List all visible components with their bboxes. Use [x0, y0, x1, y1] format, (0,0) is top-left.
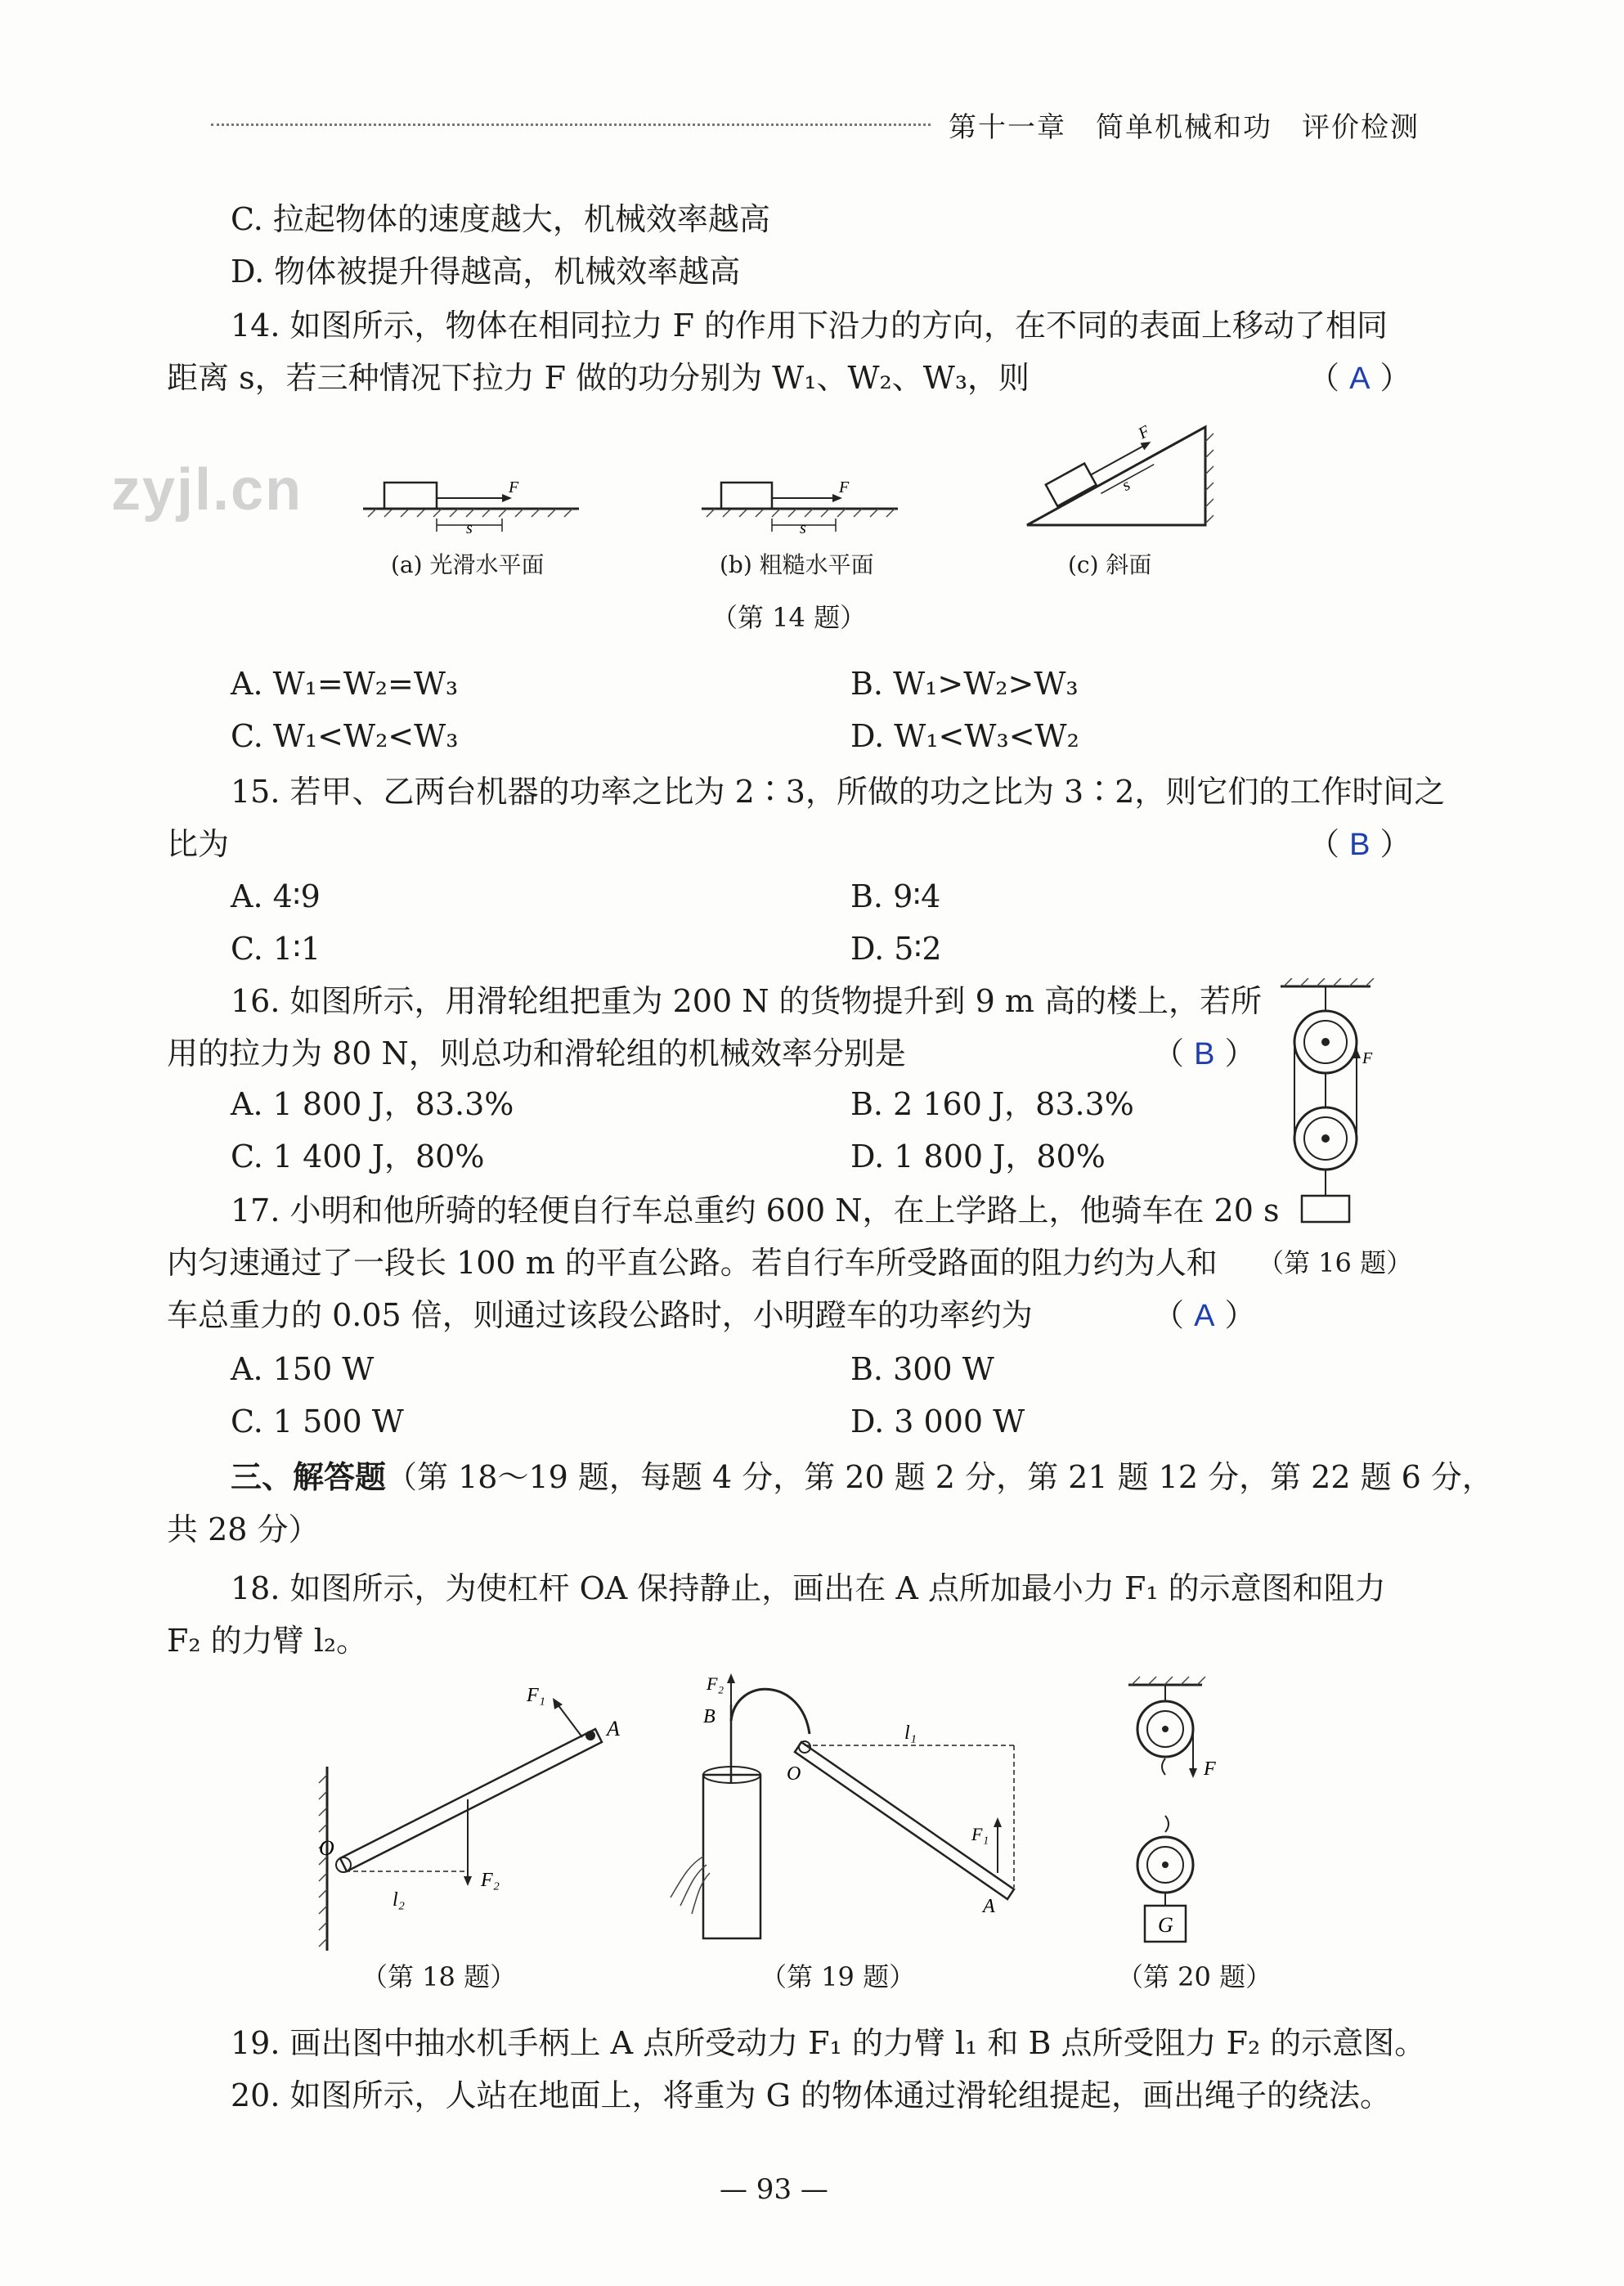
q15-option-a: A. 4∶9 — [231, 878, 321, 914]
q14-figures — [352, 417, 1235, 540]
q14a-s-label: s — [466, 519, 473, 537]
section3-heading — [231, 1457, 1493, 1497]
q15-option-d: D. 5∶2 — [850, 931, 942, 967]
q19-label-l1: l₁ — [904, 1722, 917, 1744]
q14-answer: A — [1349, 362, 1371, 396]
q18-figure-caption: （第 18 题） — [361, 1961, 517, 1992]
q14-caption-b: (b) 粗糙水平面 — [720, 551, 874, 578]
q14-option-a: A. W₁=W₂=W₃ — [231, 666, 459, 702]
q14-option-d: D. W₁<W₃<W₂ — [850, 718, 1079, 754]
q18-text-1: 18. 如图所示，为使杠杆 OA 保持静止，画出在 A 点所加最小力 F₁ 的示意图和阻力 — [231, 1570, 1386, 1606]
q14-caption-c: (c) 斜面 — [1068, 551, 1152, 578]
q14b-s-label: s — [800, 519, 806, 537]
q14-text-2: 距离 s，若三种情况下拉力 F 做的功分别为 W₁、W₂、W₃，则 — [167, 360, 1030, 396]
q16-answer: B — [1194, 1037, 1215, 1071]
q16-option-c: C. 1 400 J，80% — [231, 1139, 485, 1174]
q19-label-a: A — [983, 1896, 995, 1917]
q15-option-c: C. 1∶1 — [231, 931, 321, 967]
q13-option-d: D. 物体被提升得越高，机械效率越高 — [231, 254, 741, 290]
q16-answer-bracket: （ B ） — [1153, 1035, 1256, 1071]
q15-answer: B — [1349, 828, 1371, 862]
chapter-header: 第十一章 简单机械和功 评价检测 — [949, 111, 1420, 144]
header-rule — [211, 124, 931, 126]
q15-text-2: 比为 — [167, 826, 230, 862]
q15-text-1: 15. 若甲、乙两台机器的功率之比为 2∶3，所做的功之比为 3∶2，则它们的工作时间之 — [231, 774, 1446, 810]
q20-figure-caption: （第 20 题） — [1117, 1961, 1272, 1992]
q14-caption-a: (a) 光滑水平面 — [391, 551, 545, 578]
q14b-f-label: F — [839, 478, 850, 496]
q18-label-a: A — [607, 1717, 620, 1740]
q16-text-2: 用的拉力为 80 N，则总功和滑轮组的机械效率分别是 — [167, 1035, 906, 1071]
q13-option-c: C. 拉起物体的速度越大，机械效率越高 — [231, 201, 770, 237]
q16-force-label: F — [1362, 1049, 1373, 1067]
q14-figure-c — [1027, 422, 1214, 527]
q18-label-l2: l₂ — [393, 1889, 406, 1911]
q15-option-b: B. 9∶4 — [850, 878, 941, 914]
q14-figure-a — [363, 478, 579, 537]
q18-label-o: O — [319, 1836, 334, 1860]
q20-label-f: F — [1204, 1758, 1216, 1780]
section3-desc: （第 18～19 题，每题 4 分，第 20 题 2 分，第 21 题 12 分，第 22 题 6 分， — [386, 1459, 1493, 1495]
q18-label-f1: F₁ — [527, 1685, 546, 1706]
q16-option-a: A. 1 800 J，83.3% — [231, 1086, 514, 1122]
q16-text-1: 16. 如图所示，用滑轮组把重为 200 N 的货物提升到 9 m 高的楼上，若所 — [231, 983, 1262, 1019]
q14c-f-label: F — [1135, 422, 1153, 443]
q20-label-g: G — [1158, 1913, 1173, 1937]
page-number: — 93 — — [720, 2173, 828, 2206]
q15-answer-bracket: （ B ） — [1308, 826, 1411, 862]
q20-pulley-figure — [1128, 1677, 1216, 1942]
q14-text-1: 14. 如图所示，物体在相同拉力 F 的作用下沿力的方向，在不同的表面上移动了相同 — [231, 308, 1388, 344]
q14a-f-label: F — [509, 478, 519, 496]
q17-answer: A — [1194, 1299, 1215, 1333]
q18-text-2: F₂ 的力臂 l₂。 — [167, 1623, 368, 1659]
q17-option-b: B. 300 W — [850, 1351, 994, 1387]
q14-answer-bracket: （ A ） — [1308, 360, 1411, 396]
q17-answer-bracket: （ A ） — [1153, 1297, 1256, 1333]
watermark: zyjl.cn — [111, 457, 303, 523]
section3-desc-2: 共 28 分） — [167, 1511, 320, 1547]
q19-label-b: B — [703, 1706, 716, 1727]
q16-option-b: B. 2 160 J，83.3% — [850, 1086, 1134, 1122]
section3-title: 三、解答题 — [231, 1458, 387, 1495]
q14-option-c: C. W₁<W₂<W₃ — [231, 718, 459, 754]
q17-text-3: 车总重力的 0.05 倍，则通过该段公路时，小明蹬车的功率约为 — [167, 1297, 1033, 1333]
q17-option-c: C. 1 500 W — [231, 1403, 404, 1439]
q20-text: 20. 如图所示，人站在地面上，将重为 G 的物体通过滑轮组提起，画出绳子的绕法。 — [231, 2077, 1392, 2113]
q17-option-a: A. 150 W — [231, 1351, 375, 1387]
q16-pulley-figure — [1272, 978, 1379, 1232]
q14-figure-caption: （第 14 题） — [711, 602, 867, 633]
q17-text-1: 17. 小明和他所骑的轻便自行车总重约 600 N，在上学路上，他骑车在 20 s — [231, 1192, 1280, 1228]
q19-label-o: O — [787, 1763, 801, 1785]
q18-q20-figures — [311, 1668, 1276, 1963]
q19-label-f1: F₁ — [971, 1824, 989, 1844]
q14-option-b: B. W₁>W₂>W₃ — [850, 666, 1079, 702]
q16-figure-caption: （第 16 题） — [1258, 1247, 1413, 1278]
q17-text-2: 内匀速通过了一段长 100 m 的平直公路。若自行车所受路面的阻力约为人和 — [167, 1245, 1218, 1281]
q14c-s-label: s — [1119, 475, 1133, 495]
q18-label-f2: F₂ — [481, 1870, 500, 1891]
q17-option-d: D. 3 000 W — [850, 1403, 1025, 1439]
q16-option-d: D. 1 800 J，80% — [850, 1139, 1106, 1174]
q19-text: 19. 画出图中抽水机手柄上 A 点所受动力 F₁ 的力臂 l₁ 和 B 点所受阻力 F₂ 的示意图。 — [231, 2025, 1426, 2061]
q19-pump-figure — [671, 1673, 1014, 1938]
q14-figure-b — [702, 478, 898, 537]
q19-figure-caption: （第 19 题） — [760, 1961, 916, 1992]
q19-label-f2: F₂ — [707, 1673, 725, 1694]
q18-lever-figure — [319, 1685, 620, 1951]
